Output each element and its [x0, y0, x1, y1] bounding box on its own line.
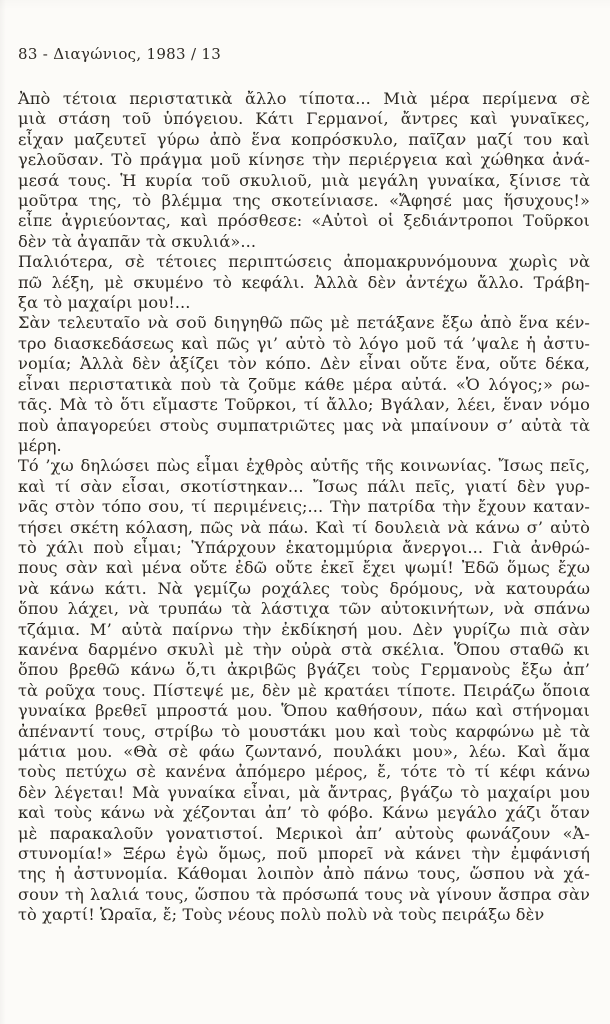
text-line: μέρη. — [18, 435, 62, 455]
text-line: δὲν τὰ ἀγαπᾶν τὰ σκυλιά»... — [18, 231, 257, 251]
paragraph — [18, 89, 590, 252]
text-line: νομία; Ἀλλὰ δὲν ἀξίζει τὸν κόπο. Δὲν εἶναι οὔτε ἕνα, οὔτε δέκα, — [18, 354, 590, 374]
text-line: Παλιότερα, σὲ τέτοιες περιπτώσεις ἀπομακρυνόμουνα χωρὶς νὰ — [18, 252, 590, 272]
text-line: Ἀπὸ τέτοια περιστατικὰ ἄλλο τίποτα... Μιὰ μέρα περίμενα σὲ — [18, 89, 590, 108]
text-line: καὶ τί σὰν εἶσαι, σκοτίστηκαν... Ἴσως πάλι πεῖς, γιατί δὲν γυρ- — [18, 476, 590, 496]
text-line: μοῦτρα της, τὸ βλέμμα της σκοτείνιασε. «Ἄφησέ μας ἥσυχους!» — [18, 191, 590, 211]
text-line: τὸ χαρτί! Ὡραῖα, ἔ; Τοὺς νέους πολὺ πολὺ νὰ τοὺς πειράξω δὲν — [18, 905, 545, 925]
text-line: στυνομία!» Ξέρω ἐγὼ ὅμως, ποῦ μπορεῖ νὰ κάνει τὴν ἐμφάνισή — [18, 844, 590, 864]
text-line: ὅπου βρεθῶ κάνω ὅ,τι ἀκριβῶς βγάζει τοὺς Γερμανοὺς ἔξω ἀπ’ — [18, 660, 590, 680]
text-line: της ἡ ἀστυνομία. Κάθομαι λοιπὸν ἀπὸ πάνω τους, ὥσπου νὰ χά- — [18, 864, 590, 884]
text-line: μιὰ στάση τοῦ ὑπόγειου. Κάτι Γερμανοί, ἄντρες καὶ γυναῖκες, — [18, 109, 590, 129]
text-line: νὰ κάνω κάτι. Νὰ γεμίζω ροχάλες τοὺς δρόμους, νὰ κατουράω — [18, 578, 590, 598]
text-line: τὸ χάλι ποὺ εἶμαι; Ὑπάρχουν ἑκατομμύρια ἄνεργοι... Γιὰ ἀνθρώ- — [18, 537, 590, 557]
page-header: 83 - Διαγώνιος, 1983 / 13 — [18, 45, 222, 63]
text-line: τᾶς. Μὰ τὸ ὅτι εἴμαστε Τοῦρκοι, τί ἄλλο; Βγάλαν, λέει, ἕναν νόμο — [18, 395, 590, 415]
paragraph — [18, 456, 590, 925]
text-line: τοὺς πετύχω σὲ κανένα ἀπόμερο μέρος, ἔ, τότε τὸ τί κέφι κάνω — [18, 762, 590, 782]
text-line: σουν τὴ λαλιά τους, ὥσπου τὰ πρόσωπά τους νὰ γίνουν ἄσπρα σὰν — [18, 884, 590, 904]
text-line: πῶ λέξη, μὲ σκυμένο τὸ κεφάλι. Ἀλλὰ δὲν ἀντέχω ἄλλο. Τράβη- — [18, 272, 590, 292]
body-text — [18, 89, 590, 926]
text-line: νᾶς στὸν τόπο σου, τί περιμένεις;... Τὴν πατρίδα τὴν ἔχουν καταν- — [18, 497, 590, 517]
text-line: τὰ ροῦχα τους. Πίστεψέ με, δὲν μὲ κρατάει τίποτε. Πειράζω ὅποια — [18, 680, 590, 700]
text-line: εἶχαν μαζευτεῖ γύρω ἀπὸ ἕνα κοπρόσκυλο, παῖζαν μαζί του καὶ — [18, 129, 590, 149]
text-line: πους σὰν καὶ μένα οὔτε ἐδῶ οὔτε ἐκεῖ ἔχει ψωμί! Ἐδῶ ὅμως ἔχω — [18, 558, 590, 578]
text-line: μεσά τους. Ἡ κυρία τοῦ σκυλιοῦ, μιὰ μεγάλη γυναίκα, ξίνισε τὰ — [18, 170, 590, 190]
text-line: καὶ τοὺς κάνω νὰ χέζονται ἀπ’ τὸ φόβο. Κάνω μεγάλο χάζι ὅταν — [18, 803, 590, 823]
text-line: μὲ παρακαλοῦν γονατιστοί. Μερικοὶ ἀπ’ αὐτοὺς φωνάζουν «Ἀ- — [18, 823, 590, 843]
text-line: ποὺ ἀπαγορεύει στοὺς συμπατριῶτες μας νὰ μπαίνουν σ’ αὐτὰ τὰ — [18, 415, 590, 435]
text-line: ὅπου λάχει, νὰ τρυπάω τὰ λάστιχα τῶν αὐτοκινήτων, νὰ σπάνω — [18, 599, 590, 619]
text-line: μάτια μου. «Θὰ σὲ φάω ζωντανό, πουλάκι μου», λέω. Καὶ ἅμα — [18, 742, 590, 761]
text-line: εἶπε ἀγριεύοντας, καὶ πρόσθεσε: «Αὐτοὶ οἱ ξεδιάντροποι Τοῦρκοι — [18, 211, 590, 231]
text-line: δὲν λέγεται! Μὰ γυναίκα εἶναι, μὰ ἄντρας, βγάζω τὸ μαχαίρι μου — [18, 782, 590, 802]
paragraph — [18, 313, 590, 456]
text-line: Τό ’χω δηλώσει πὼς εἶμαι ἐχθρὸς αὐτῆς τῆς κοινωνίας. Ἴσως πεῖς, — [18, 456, 590, 476]
text-line: γελοῦσαν. Τὸ πράγμα μοῦ κίνησε τὴν περιέργεια καὶ χώθηκα ἀνά- — [18, 150, 590, 170]
paragraph — [18, 252, 590, 313]
text-line: εἶναι περιστατικὰ ποὺ τὰ ζοῦμε κάθε μέρα αὐτά. «Ὁ λόγος;» ρω- — [18, 374, 590, 394]
text-line: Σὰν τελευταῖο νὰ σοῦ διηγηθῶ πῶς μὲ πετάξανε ἔξω ἀπὸ ἕνα κέν- — [18, 313, 590, 333]
text-line: ξα τὸ μαχαίρι μου!... — [18, 293, 191, 313]
text-line: κανένα δαρμένο σκυλὶ μὲ τὴν οὐρὰ στὰ σκέλια. Ὅπου σταθῶ κι — [18, 639, 590, 659]
text-line: ἀπέναντί τους, στρίβω τὸ μουστάκι μου καὶ τοὺς καρφώνω μὲ τὰ — [18, 721, 590, 741]
text-line: τζάμια. Μ’ αὐτὰ παίρνω τὴν ἐκδίκησή μου. Δὲν γυρίζω πιὰ σὰν — [18, 619, 590, 639]
text-line: γυναίκα βρεθεῖ μπροστά μου. Ὅπου καθήσουν, πάω καὶ στήνομαι — [18, 701, 590, 721]
text-line: τήσει σκέτη κόλαση, πῶς νὰ πάω. Καὶ τί δουλειὰ νὰ κάνω σ’ αὐτὸ — [18, 517, 590, 537]
text-line: τρο διασκεδάσεως καὶ πῶς γι’ αὐτὸ τὸ λόγο μοῦ τά ’ψαλε ἡ ἀστυ- — [18, 333, 590, 353]
